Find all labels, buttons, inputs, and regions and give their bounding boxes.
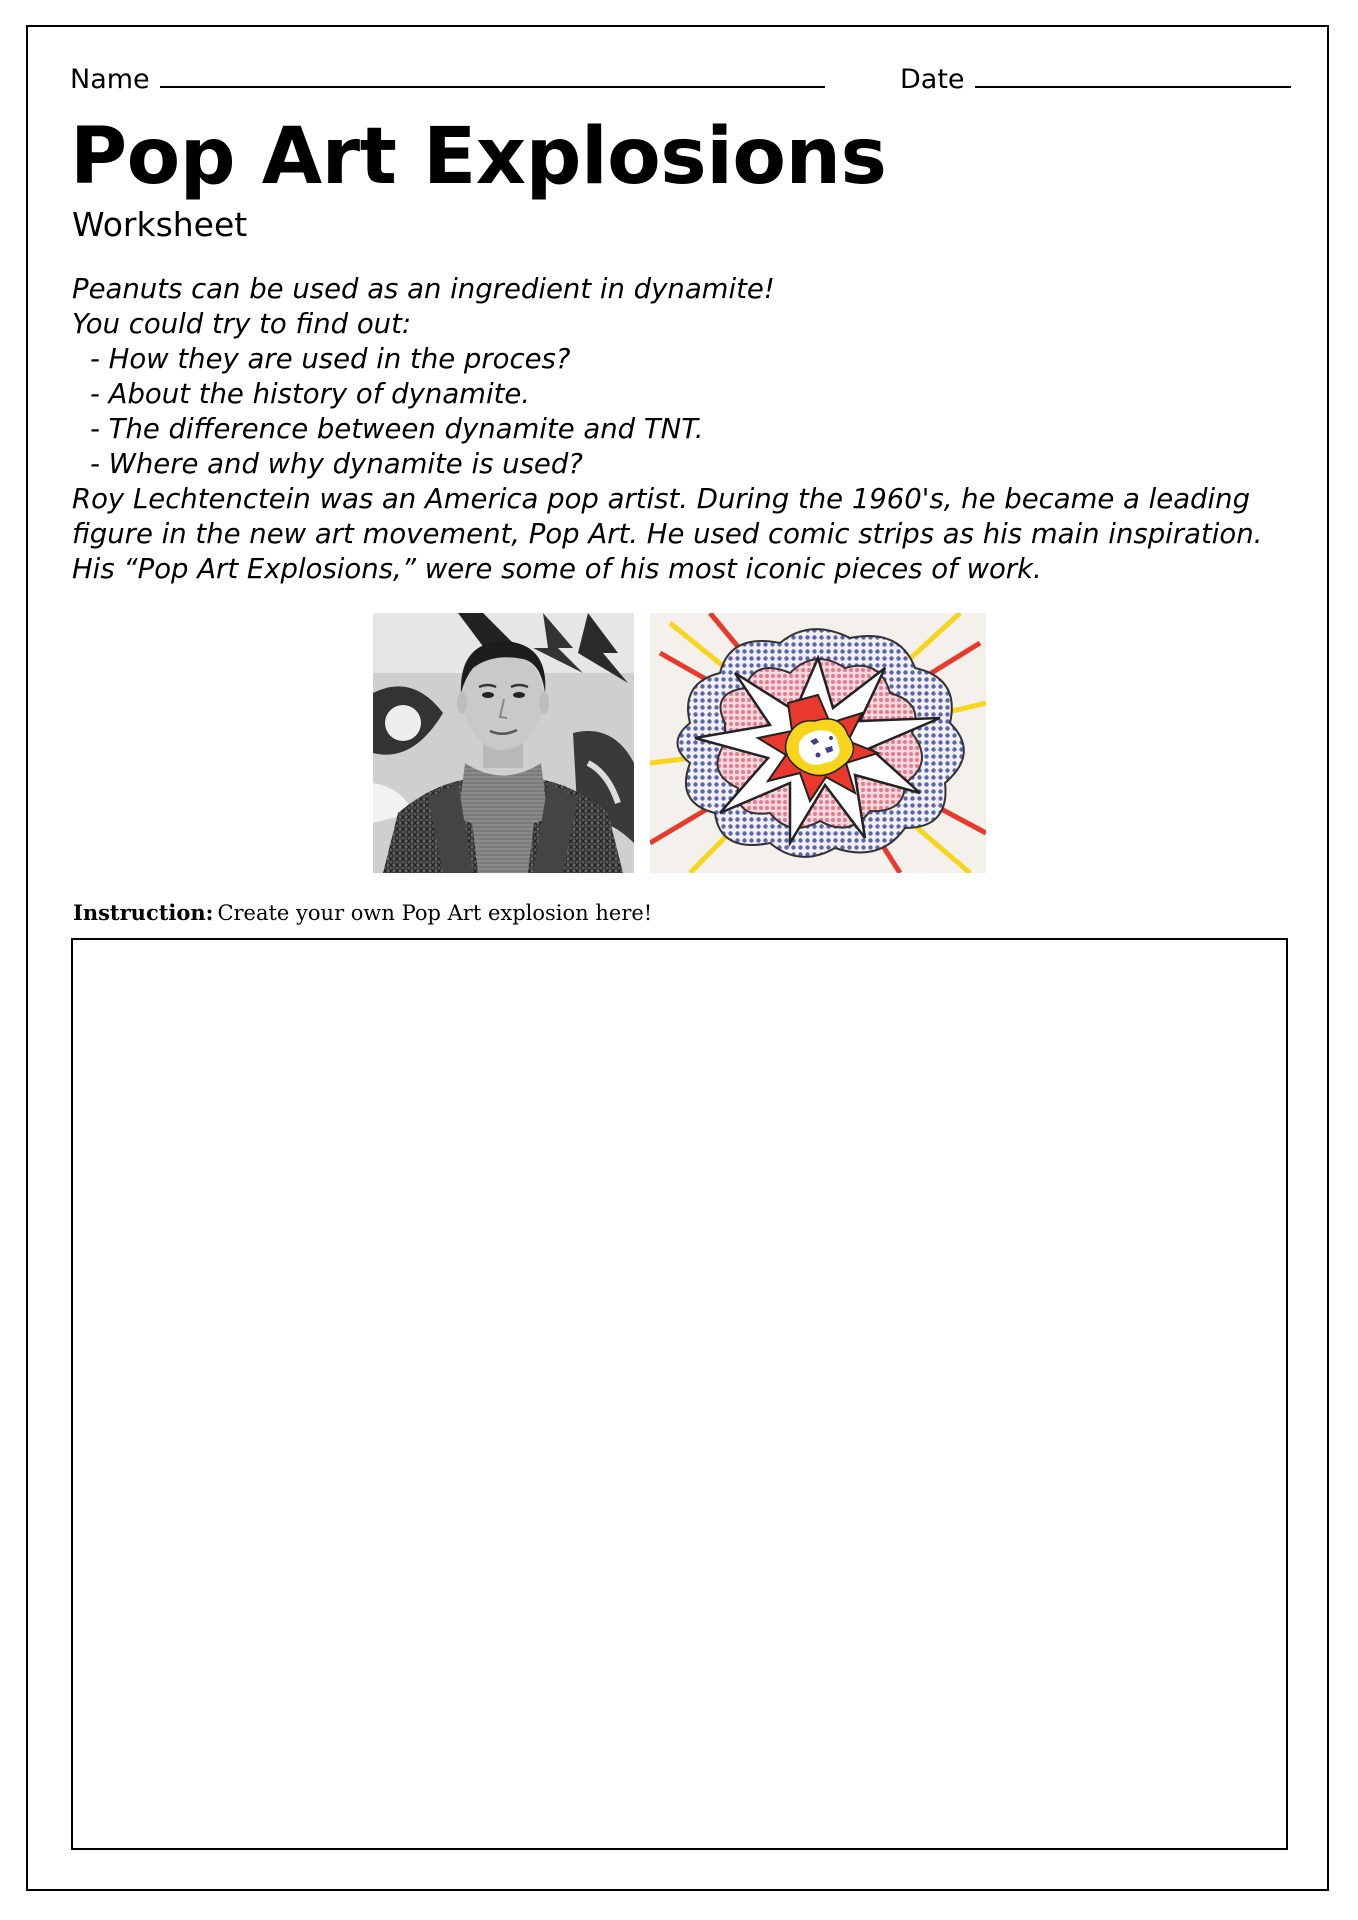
- drawing-area[interactable]: [71, 938, 1288, 1850]
- paragraph-line: His “Pop Art Explosions,” were some of his most iconic pieces of work.: [72, 553, 1042, 585]
- name-label: Name: [70, 64, 150, 95]
- bullet-item: - How they are used in the proces?: [90, 343, 571, 375]
- date-field[interactable]: [900, 64, 1291, 95]
- page-title: Pop Art Explosions: [70, 112, 887, 202]
- intro-line: Peanuts can be used as an ingredient in dynamite!: [72, 273, 775, 305]
- page-subtitle: Worksheet: [72, 205, 248, 244]
- paragraph-line: figure in the new art movement, Pop Art. He used comic strips as his main inspiration.: [72, 518, 1263, 550]
- artist-portrait-image: [373, 613, 634, 873]
- pop-art-explosion-image: [650, 613, 986, 873]
- bullet-item: - Where and why dynamite is used?: [90, 448, 583, 480]
- paragraph-line: Roy Lechtenctein was an America pop artist. During the 1960's, he became a leading: [72, 483, 1251, 515]
- bullet-item: - About the history of dynamite.: [90, 378, 531, 410]
- name-blank-line[interactable]: [160, 68, 825, 88]
- name-field[interactable]: [70, 64, 825, 95]
- date-blank-line[interactable]: [975, 68, 1291, 88]
- date-label: Date: [900, 64, 965, 95]
- instruction-label: Instruction:: [73, 900, 214, 925]
- bullet-item: - The difference between dynamite and TNT.: [90, 413, 704, 445]
- intro-line: You could try to find out:: [72, 308, 412, 340]
- instruction: [73, 900, 652, 925]
- instruction-text: Create your own Pop Art explosion here!: [217, 901, 653, 925]
- intro-text: [72, 272, 1302, 587]
